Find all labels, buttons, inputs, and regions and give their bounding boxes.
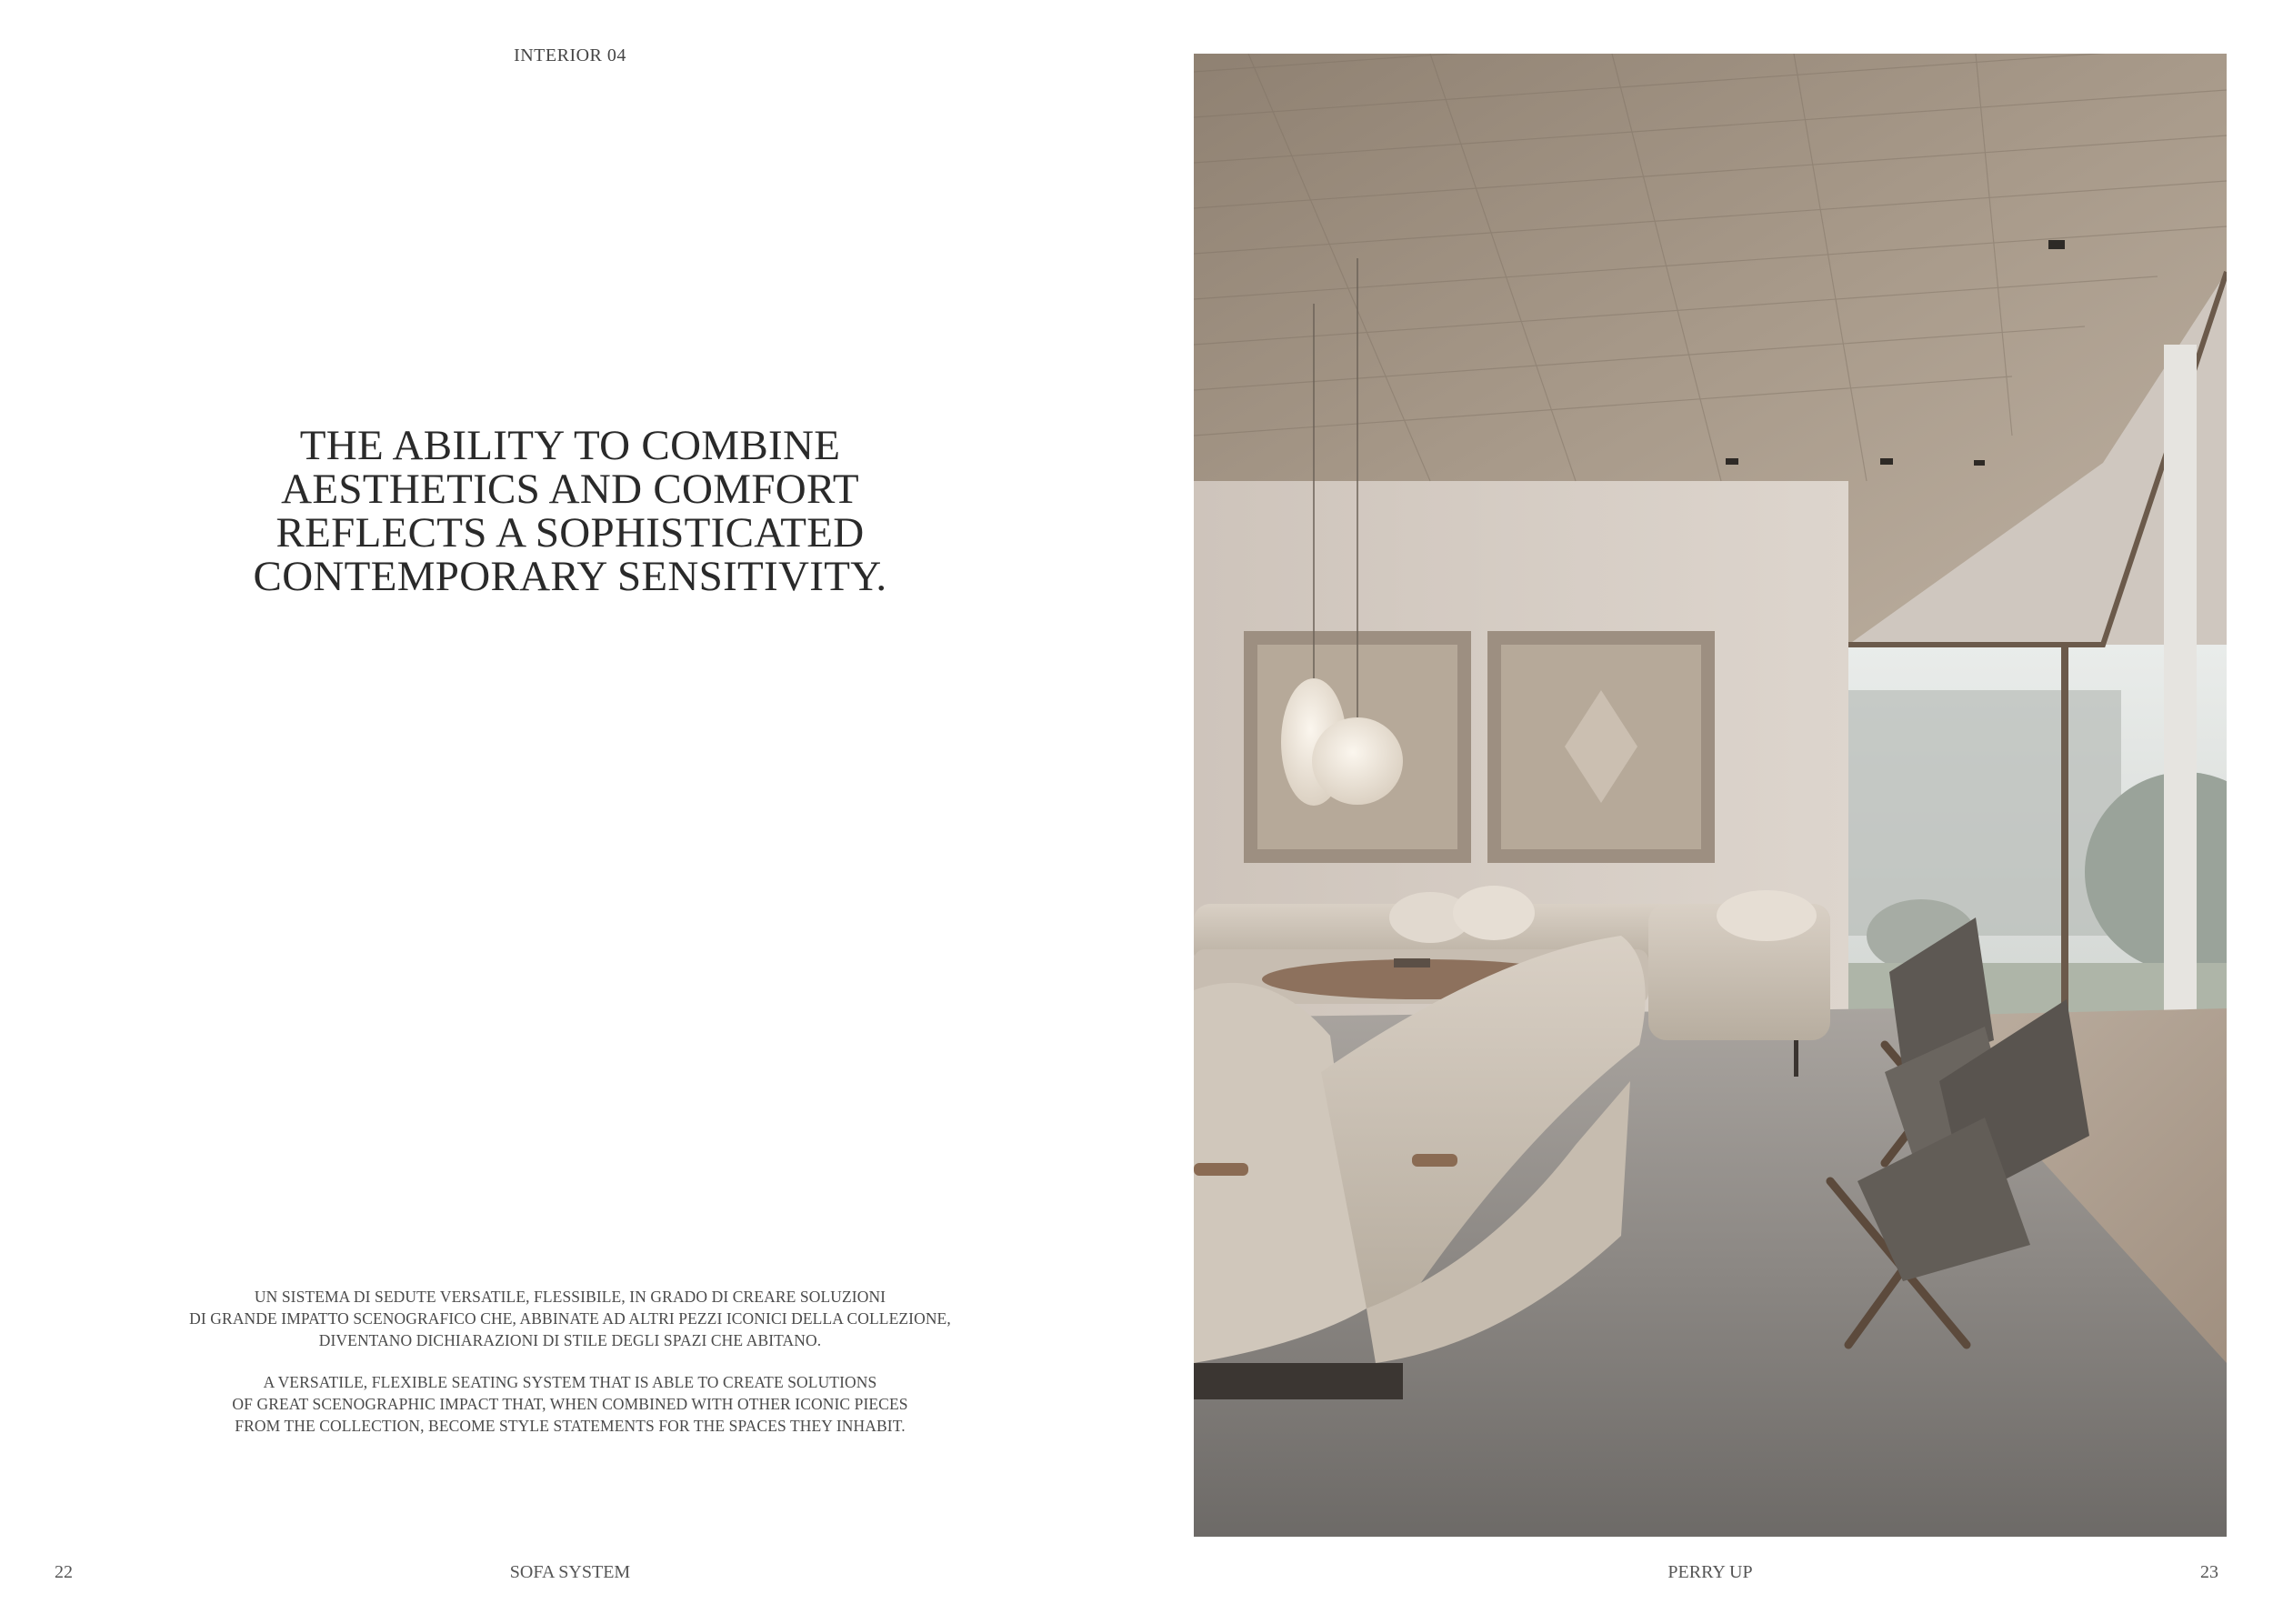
section-label: INTERIOR 04 <box>514 45 626 65</box>
body-line: A VERSATILE, FLEXIBLE SEATING SYSTEM THAT IS ABLE TO CREATE SOLUTIONS <box>263 1373 877 1391</box>
headline <box>0 424 1140 598</box>
body-text-english <box>0 1371 1140 1437</box>
body-line: DI GRANDE IMPATTO SCENOGRAFICO CHE, ABBINATE AD ALTRI PEZZI ICONICI DELLA COLLEZIONE, <box>189 1309 951 1328</box>
footer-label-left: SOFA SYSTEM <box>509 1562 631 1582</box>
headline-line: CONTEMPORARY SENSITIVITY. <box>253 553 887 600</box>
body-line: DIVENTANO DICHIARAZIONI DI STILE DEGLI SPAZI CHE ABITANO. <box>318 1331 822 1349</box>
page-number-right: 23 <box>2200 1562 2218 1582</box>
headline-line: AESTHETICS AND COMFORT <box>281 466 859 513</box>
interior-photo-illustration <box>1194 54 2227 1537</box>
body-line: OF GREAT SCENOGRAPHIC IMPACT THAT, WHEN COMBINED WITH OTHER ICONIC PIECES <box>232 1395 908 1413</box>
headline-line: REFLECTS A SOPHISTICATED <box>275 509 865 556</box>
body-text-italian <box>0 1286 1140 1351</box>
headline-line: THE ABILITY TO COMBINE <box>299 422 841 469</box>
body-line: FROM THE COLLECTION, BECOME STYLE STATEMENTS FOR THE SPACES THEY INHABIT. <box>235 1417 906 1435</box>
body-line: UN SISTEMA DI SEDUTE VERSATILE, FLESSIBILE, IN GRADO DI CREARE SOLUZIONI <box>254 1288 886 1306</box>
footer-label-right: PERRY UP <box>1667 1562 1753 1582</box>
interior-photo <box>1194 54 2227 1537</box>
page-number-left: 22 <box>55 1562 73 1582</box>
